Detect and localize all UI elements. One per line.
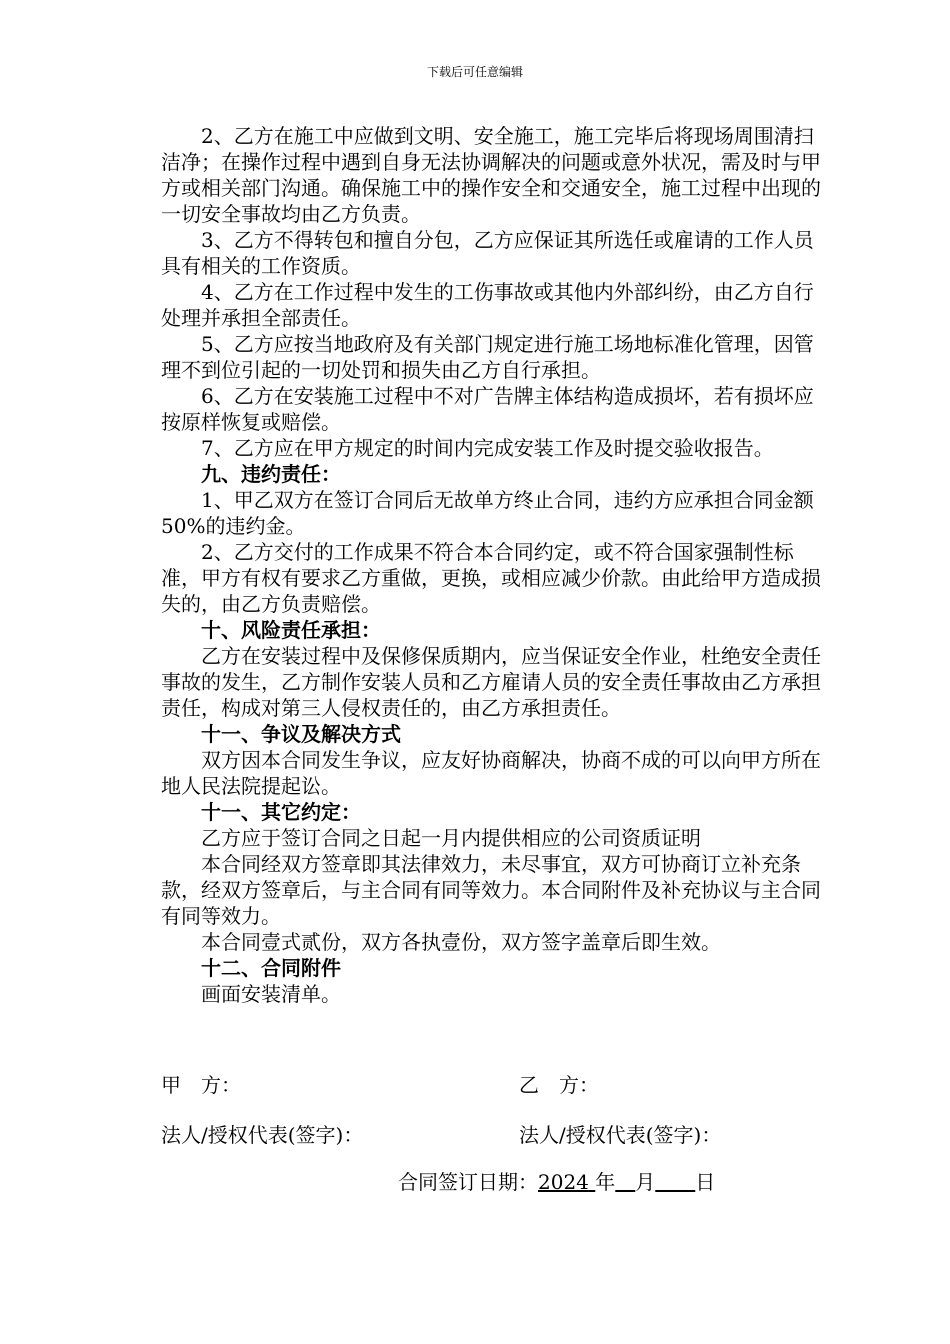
section-heading-dispute: 十一、争议及解决方式 bbox=[201, 722, 401, 746]
rep-a-label: 法人/授权代表(签字)： bbox=[161, 1123, 364, 1147]
clause-9-2: 2、乙方交付的工作成果不符合本合同约定，或不符合国家强制性标准，甲方有权有要求乙方重做，更换，或相应减少价款。由此给甲方造成损失的，由乙方负责赔偿。 bbox=[161, 540, 821, 616]
clause-other-3: 本合同壹式贰份，双方各执壹份，双方签字盖章后即生效。 bbox=[201, 930, 721, 954]
party-a-label: 甲 方： bbox=[161, 1073, 241, 1097]
clause-attachment: 画面安装清单。 bbox=[201, 982, 341, 1006]
clause-8-4: 4、乙方在工作过程中发生的工伤事故或其他内外部纠纷，由乙方自行处理并承担全部责任。 bbox=[161, 280, 814, 330]
section-heading-risk: 十、风险责任承担： bbox=[201, 618, 381, 642]
clause-other-1: 乙方应于签订合同之日起一月内提供相应的公司资质证明 bbox=[201, 826, 701, 850]
date-month-blank bbox=[615, 1170, 635, 1194]
date-year-unit: 年 bbox=[595, 1170, 616, 1194]
rep-b-label: 法人/授权代表(签字)： bbox=[519, 1123, 722, 1147]
clause-9-1: 1、甲乙双方在签订合同后无故单方终止合同，违约方应承担合同金额50%的违约金。 bbox=[161, 488, 814, 538]
date-day-unit: 日 bbox=[695, 1170, 716, 1194]
clause-11: 双方因本合同发生争议，应友好协商解决，协商不成的可以向甲方所在地人民法院提起讼。 bbox=[161, 748, 821, 798]
section-heading-other: 十一、其它约定： bbox=[201, 800, 361, 824]
date-day-blank bbox=[655, 1170, 695, 1194]
date-month-unit: 月 bbox=[635, 1170, 656, 1194]
clause-8-6: 6、乙方在安装施工过程中不对广告牌主体结构造成损坏，若有损坏应按原样恢复或赔偿。 bbox=[161, 384, 814, 434]
date-label: 合同签订日期： bbox=[398, 1170, 538, 1194]
clause-other-2: 本合同经双方签章即其法律效力，未尽事宜，双方可协商订立补充条款，经双方签章后，与主合同有同等效力。本合同附件及补充协议与主合同有同等效力。 bbox=[161, 852, 821, 928]
date-year: 2024 bbox=[538, 1170, 589, 1194]
page-header-note: 下载后可任意编辑 bbox=[426, 65, 523, 79]
contract-body bbox=[161, 123, 821, 1007]
party-b-label: 乙 方： bbox=[519, 1073, 599, 1097]
section-heading-breach: 九、违约责任： bbox=[201, 462, 341, 486]
signing-date-line bbox=[398, 1169, 715, 1195]
clause-8-5: 5、乙方应按当地政府及有关部门规定进行施工场地标准化管理，因管理不到位引起的一切处罚和损失由乙方自行承担。 bbox=[161, 332, 814, 382]
clause-8-2: 2、乙方在施工中应做到文明、安全施工，施工完毕后将现场周围清扫洁净；在操作过程中遇到自身无法协调解决的问题或意外状况，需及时与甲方或相关部门沟通。确保施工中的操作安全和交通安全，施工过程中出现的一切安全事故均由乙方负责。 bbox=[161, 124, 821, 226]
section-heading-attachment: 十二、合同附件 bbox=[201, 956, 341, 980]
clause-8-3: 3、乙方不得转包和擅自分包，乙方应保证其所选任或雇请的工作人员具有相关的工作资质。 bbox=[161, 228, 814, 278]
clause-8-7: 7、乙方应在甲方规定的时间内完成安装工作及时提交验收报告。 bbox=[201, 436, 774, 460]
clause-10: 乙方在安装过程中及保修保质期内，应当保证安全作业，杜绝安全责任事故的发生，乙方制作安装人员和乙方雇请人员的安全责任事故由乙方承担责任，构成对第三人侵权责任的，由乙方承担责任。 bbox=[161, 644, 821, 720]
